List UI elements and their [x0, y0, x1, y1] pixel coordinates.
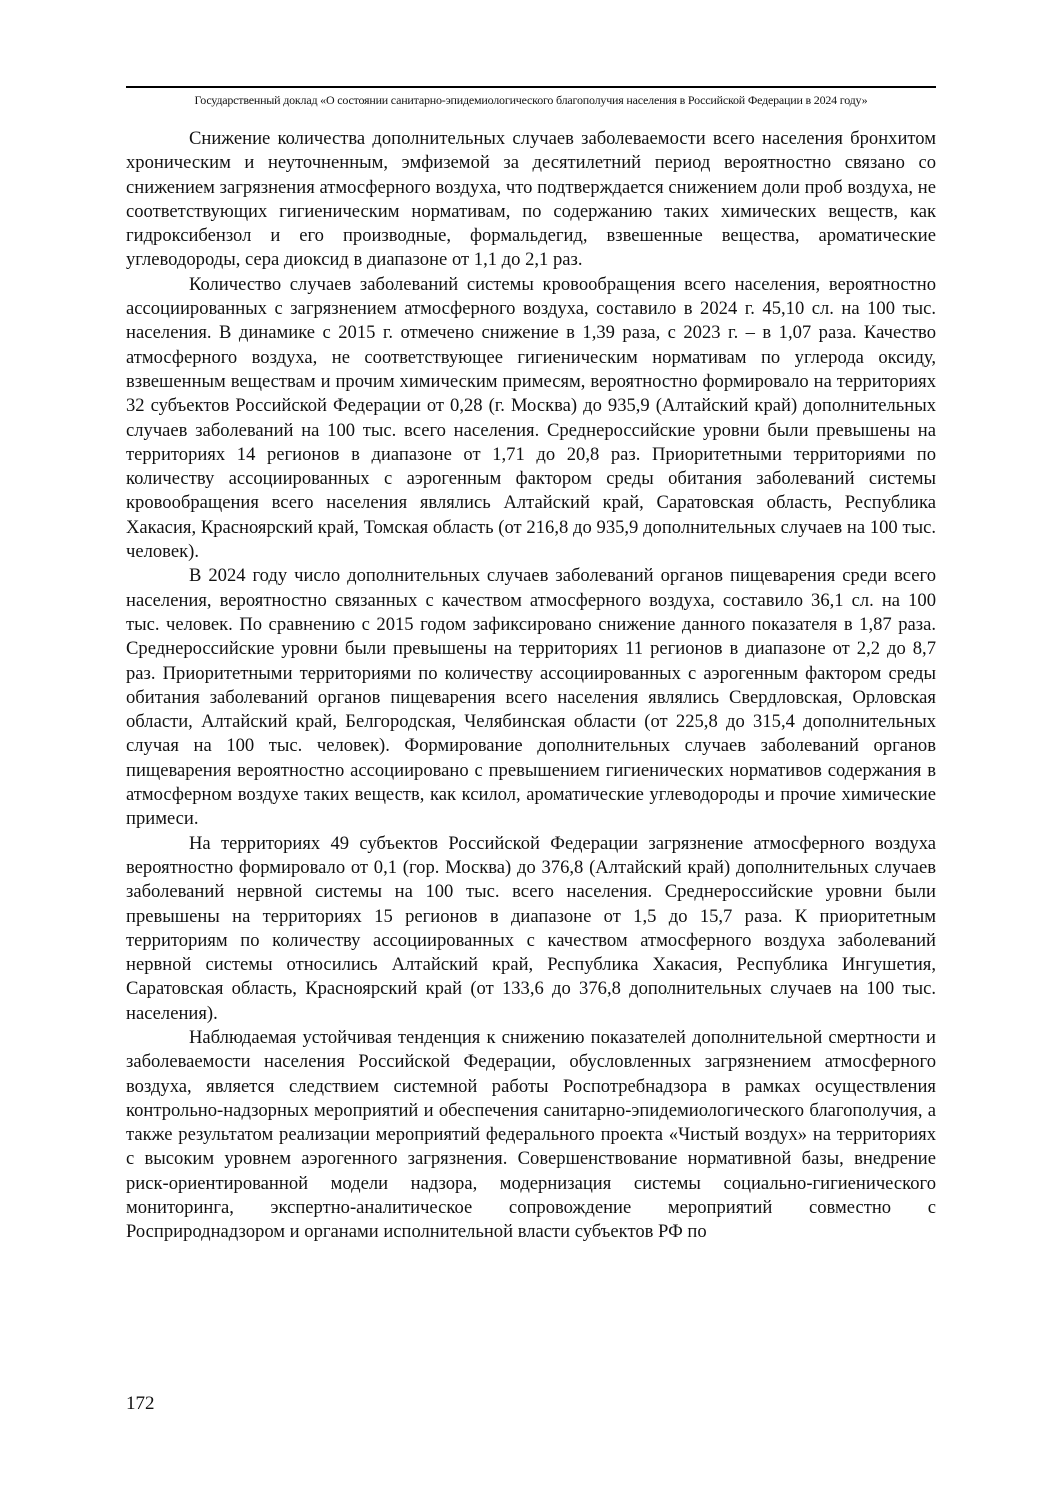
paragraph-digestive-system: В 2024 году число дополнительных случаев заболеваний органов пищеварения среди всего населения, вероятностно связанных с качеством атмосферного воздуха, составило 36,1 сл. на 100 тыс. человек. По сравнению с 2015 годом зафиксировано снижение данного показателя в 1,87 раза. Среднероссийские уровни были превышены на территориях 11 регионов в диапазоне от 2,2 до 8,7 раз. Приоритетными территориями по количеству ассоциированных с аэрогенным фактором среды обитания заболеваний органов пищеварения всего населения являлись Свердловская, Орловская области, Алтайский край, Белгородская, Челябинская области (от 225,8 до 315,4 дополнительных случая на 100 тыс. человек). Формирование дополнительных случаев заболеваний органов пищеварения вероятностно ассоциировано с превышением гигиенических нормативов содержания в атмосферном воздухе таких веществ, как ксилол, ароматические углеводороды и прочие химические примеси. [126, 565, 936, 830]
paragraph-nervous-system: На территориях 49 субъектов Российской Федерации загрязнение атмосферного воздуха вероятностно формировало от 0,1 (гор. Москва) до 376,8 (Алтайский край) дополнительных случаев заболеваний нервной системы на 100 тыс. всего населения. Среднероссийские уровни были превышены на территориях 15 регионов в диапазоне от 1,5 до 15,7 раза. К приоритетным территориям по количеству ассоциированных с качеством атмосферного воздуха заболеваний нервной системы относились Алтайский край, Республика Хакасия, Республика Ингушетия, Саратовская область, Красноярский край (от 133,6 до 376,8 дополнительных случаев на 100 тыс. населения). [126, 832, 936, 1024]
page-number: 172 [126, 1393, 155, 1414]
paragraph-trend-summary: Наблюдаемая устойчивая тенденция к снижению показателей дополнительной смертности и заболеваемости населения Российской Федерации, обусловленных загрязнением атмосферного воздуха, является следствием системной работы Роспотребнадзора в рамках осуществления контрольно-надзорных мероприятий и обеспечения санитарно-эпидемиологического благополучия, а также результатом реализации мероприятий федерального проекта «Чистый воздух» на территориях с высоким уровнем аэрогенного загрязнения. Совершенствование нормативной базы, внедрение риск-ориентированной модели надзора, модернизация системы социально-гигиенического мониторинга, экспертно-аналитическое сопровождение мероприятий совместно с Росприроднадзором и органами исполнительной власти субъектов РФ по [126, 1026, 936, 1243]
body-text [126, 127, 936, 1245]
running-header: Государственный доклад «О состоянии санитарно-эпидемиологического благополучия населения в Российской Федерации в 2024 году» [126, 86, 936, 108]
paragraph-bronchitis: Снижение количества дополнительных случаев заболеваемости всего населения бронхитом хроническим и неуточненным, эмфиземой за десятилетний период вероятностно связано со снижением загрязнения атмосферного воздуха, что подтверждается снижением доли проб воздуха, не соответствующих гигиеническим нормативам, по содержанию таких химических веществ, как гидроксибензол и его производные, формальдегид, взвешенные вещества, ароматические углеводороды, сера диоксид в диапазоне от 1,1 до 2,1 раз. [126, 128, 936, 271]
paragraph-circulatory-system: Количество случаев заболеваний системы кровообращения всего населения, вероятностно ассоциированных с загрязнением атмосферного воздуха, составило в 2024 г. 45,10 сл. на 100 тыс. населения. В динамике с 2015 г. отмечено снижение в 1,39 раза, с 2023 г. – в 1,07 раза. Качество атмосферного воздуха, не соответствующее гигиеническим нормативам по углерода оксиду, взвешенным веществам и прочим химическим примесям, вероятностно формировало на территориях 32 субъектов Российской Федерации от 0,28 (г. Москва) до 935,9 (Алтайский край) дополнительных случаев заболеваний на 100 тыс. всего населения. Среднероссийские уровни были превышены на территориях 14 регионов в диапазоне от 1,71 до 20,8 раз. Приоритетными территориями по количеству ассоциированных с аэрогенным фактором среды обитания заболеваний системы кровообращения всего населения являлись Алтайский край, Саратовская область, Республика Хакасия, Красноярский край, Томская область (от 216,8 до 935,9 дополнительных случаев на 100 тыс. человек). [126, 273, 936, 563]
